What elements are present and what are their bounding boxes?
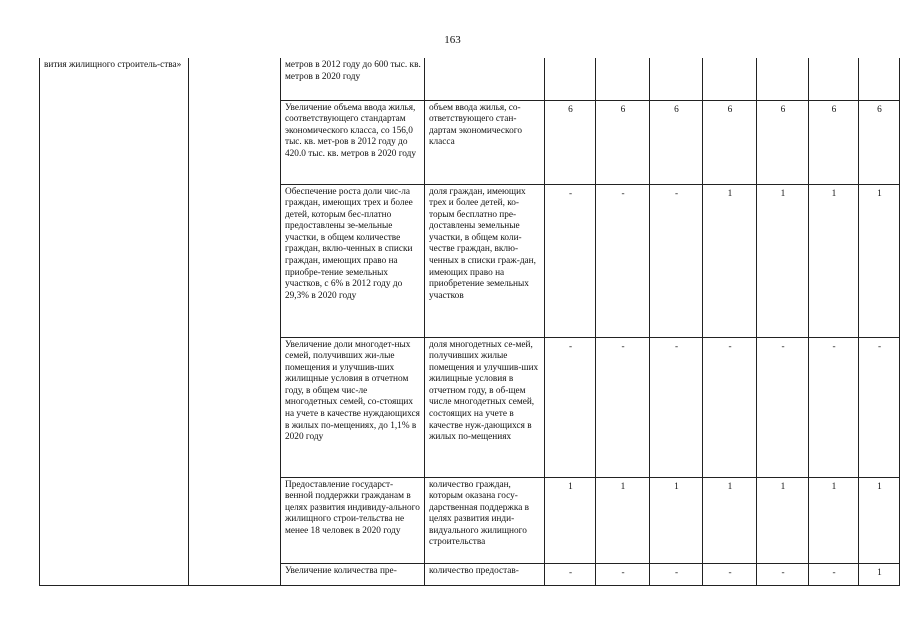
value-cell (703, 58, 757, 100)
task-cell: Увеличение количества пре- (281, 563, 425, 585)
value-cell: 1 (650, 477, 703, 563)
task-cell: Обеспечение роста доли чис-ла граждан, имеющих трех и более детей, которым бес-платно предоставлены зе-мельные участки, в общем количестве граждан, вклю-ченных в списки граждан, имеющих право на приобре-тение земельных участков, с 6% в 2012 году до 29,3% в 2020 году (281, 184, 425, 337)
value-cell: 6 (596, 100, 650, 184)
value-cell: - (757, 563, 809, 585)
value-cell: - (859, 337, 900, 477)
value-cell: 1 (757, 184, 809, 337)
value-cell (859, 58, 900, 100)
indicator-cell: доля граждан, имеющих трех и более детей, ко-торым бесплатно пре-доставлены земельные участки, в общем коли-честве граждан, вклю-ченных в списки граж-дан, имеющих право на приобретение земельных участков (425, 184, 545, 337)
task-cell: метров в 2012 году до 600 тыс. кв. метров в 2020 году (281, 58, 425, 100)
value-cell: - (809, 563, 859, 585)
value-cell: 6 (757, 100, 809, 184)
value-cell (650, 58, 703, 100)
value-cell: 1 (545, 477, 596, 563)
value-cell: 1 (859, 184, 900, 337)
value-cell: 6 (650, 100, 703, 184)
table-row (40, 58, 900, 100)
value-cell: 1 (757, 477, 809, 563)
value-cell (757, 58, 809, 100)
value-cell (809, 58, 859, 100)
value-cell: 1 (596, 477, 650, 563)
value-cell: 1 (859, 563, 900, 585)
value-cell: - (757, 337, 809, 477)
value-cell: 1 (703, 477, 757, 563)
indicator-cell: количество граждан, которым оказана госу-дарственная поддержка в целях развития инди-видуального жилищного строительства (425, 477, 545, 563)
indicator-cell: доля многодетных се-мей, получивших жилые помещения и улучшив-ших жилищные условия в отчетном году, в об-щем числе многодетных семей, состоящих на учете в качестве нуж-дающихся в жилых по-мещениях (425, 337, 545, 477)
indicator-cell: объем ввода жилья, со-ответствующего стан-дартам экономического класса (425, 100, 545, 184)
indicator-cell (425, 58, 545, 100)
value-cell: - (545, 563, 596, 585)
value-cell: 6 (545, 100, 596, 184)
value-cell: 1 (703, 184, 757, 337)
value-cell (545, 58, 596, 100)
indicator-cell: количество предостав- (425, 563, 545, 585)
program-table (39, 58, 900, 586)
value-cell: - (650, 563, 703, 585)
value-cell: 6 (859, 100, 900, 184)
value-cell: - (596, 337, 650, 477)
value-cell: - (650, 184, 703, 337)
value-cell: 6 (703, 100, 757, 184)
value-cell: - (809, 337, 859, 477)
task-cell: Увеличение объема ввода жилья, соответствующего стандартам экономического класса, со 156,0 тыс. кв. мет-ров в 2012 году до 420.0 тыс. кв. метров в 2020 году (281, 100, 425, 184)
value-cell: - (703, 337, 757, 477)
program-name-text: вития жилищного строитель-ства» (44, 60, 182, 70)
value-cell: - (596, 563, 650, 585)
task-cell: Увеличение доли многодет-ных семей, получивших жи-лые помещения и улучшив-ших жилищные условия в отчетном году, в общем чис-ле многодетных семей, со-стоящих на учете в качестве нуждающихся в жилых по-мещениях, до 1,1% в 2020 году (281, 337, 425, 477)
value-cell: 1 (809, 184, 859, 337)
program-name-cell (40, 58, 189, 585)
blank-column-cell (189, 58, 281, 585)
page-number: 163 (444, 34, 461, 46)
value-cell (596, 58, 650, 100)
task-cell: Предоставление государст-венной поддержки гражданам в целях развития индивиду-ального жилищного строи-тельства не менее 18 человек в 2020 году (281, 477, 425, 563)
value-cell: - (545, 184, 596, 337)
value-cell: 1 (809, 477, 859, 563)
value-cell: 1 (859, 477, 900, 563)
value-cell: - (545, 337, 596, 477)
value-cell: - (650, 337, 703, 477)
value-cell: - (596, 184, 650, 337)
value-cell: - (703, 563, 757, 585)
value-cell: 6 (809, 100, 859, 184)
